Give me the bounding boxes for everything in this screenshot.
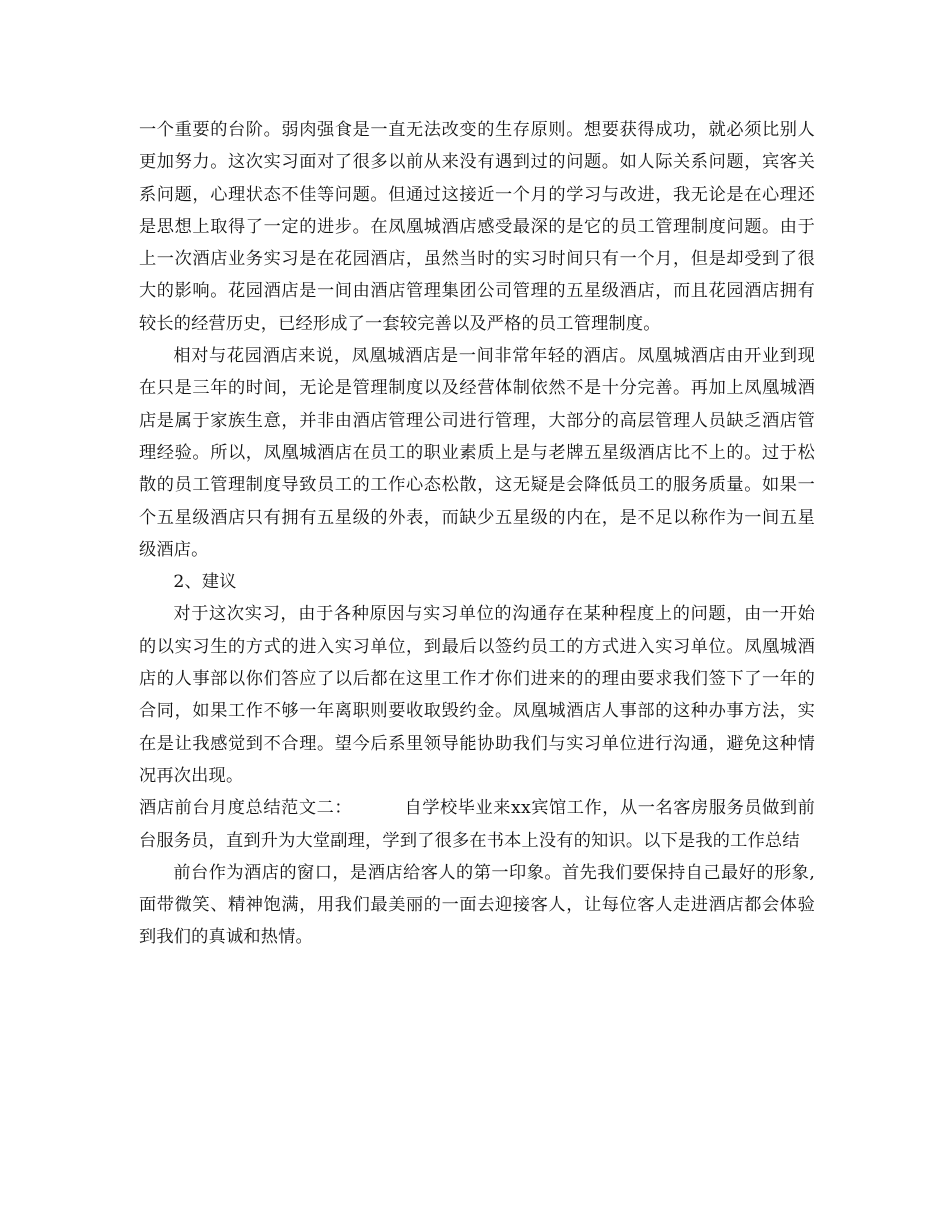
section-intro	[139, 792, 815, 857]
paragraph-6: 前台作为酒店的窗口，是酒店给客人的第一印象。首先我们要保持自己最好的形象,面带微笑、精神饱满，用我们最美丽的一面去迎接客人，让每位客人走进酒店都会体验到我们的真诚和热情。	[139, 862, 815, 948]
document-body	[139, 114, 815, 954]
section-intro-text: 自学校毕业来xx宾馆工作，从一名客房服务员做到前台服务员，直到升为大堂副理，学到了很多在书本上没有的知识。以下是我的工作总结	[139, 798, 815, 851]
section-heading-suggestions: 2、建议	[173, 572, 237, 593]
paragraph-1: 一个重要的台阶。弱肉强食是一直无法改变的生存原则。想要获得成功，就必须比别人更加努力。这次实习面对了很多以前从来没有遇到过的问题。如人际关系问题，宾客关系问题，心理状态不佳等问题。但通过这接近一个月的学习与改进，我无论是在心理还是思想上取得了一定的进步。在凤凰城酒店感受最深的是它的员工管理制度问题。由于上一次酒店业务实习是在花园酒店，虽然当时的实习时间只有一个月，但是却受到了很大的影响。花园酒店是一间由酒店管理集团公司管理的五星级酒店，而且花园酒店拥有较长的经营历史，已经形成了一套较完善以及严格的员工管理制度。	[139, 120, 815, 334]
section-heading: 酒店前台月度总结范文二：	[139, 798, 353, 819]
paragraph-4: 对于这次实习，由于各种原因与实习单位的沟通存在某种程度上的问题，由一开始的以实习生的方式的进入实习单位，到最后以签约员工的方式进入实习单位。凤凰城酒店的人事部以你们答应了以后都在这里工作才你们进来的的理由要求我们签下了一年的合同，如果工作不够一年离职则要收取毁约金。凤凰城酒店人事部的这种办事方法，实在是让我感觉到不合理。望今后系里领导能协助我们与实习单位进行沟通，避免这种情况再次出现。	[139, 604, 815, 786]
paragraph-2: 相对与花园酒店来说，凤凰城酒店是一间非常年轻的酒店。凤凰城酒店由开业到现在只是三年的时间，无论是管理制度以及经营体制依然不是十分完善。再加上凤凰城酒店是属于家族生意，并非由酒店管理公司进行管理，大部分的高层管理人员缺乏酒店管理经验。所以，凤凰城酒店在员工的职业素质上是与老牌五星级酒店比不上的。过于松散的员工管理制度导致员工的工作心态松散，这无疑是会降低员工的服务质量。如果一个五星级酒店只有拥有五星级的外表，而缺少五星级的内在，是不足以称作为一间五星级酒店。	[139, 346, 815, 560]
